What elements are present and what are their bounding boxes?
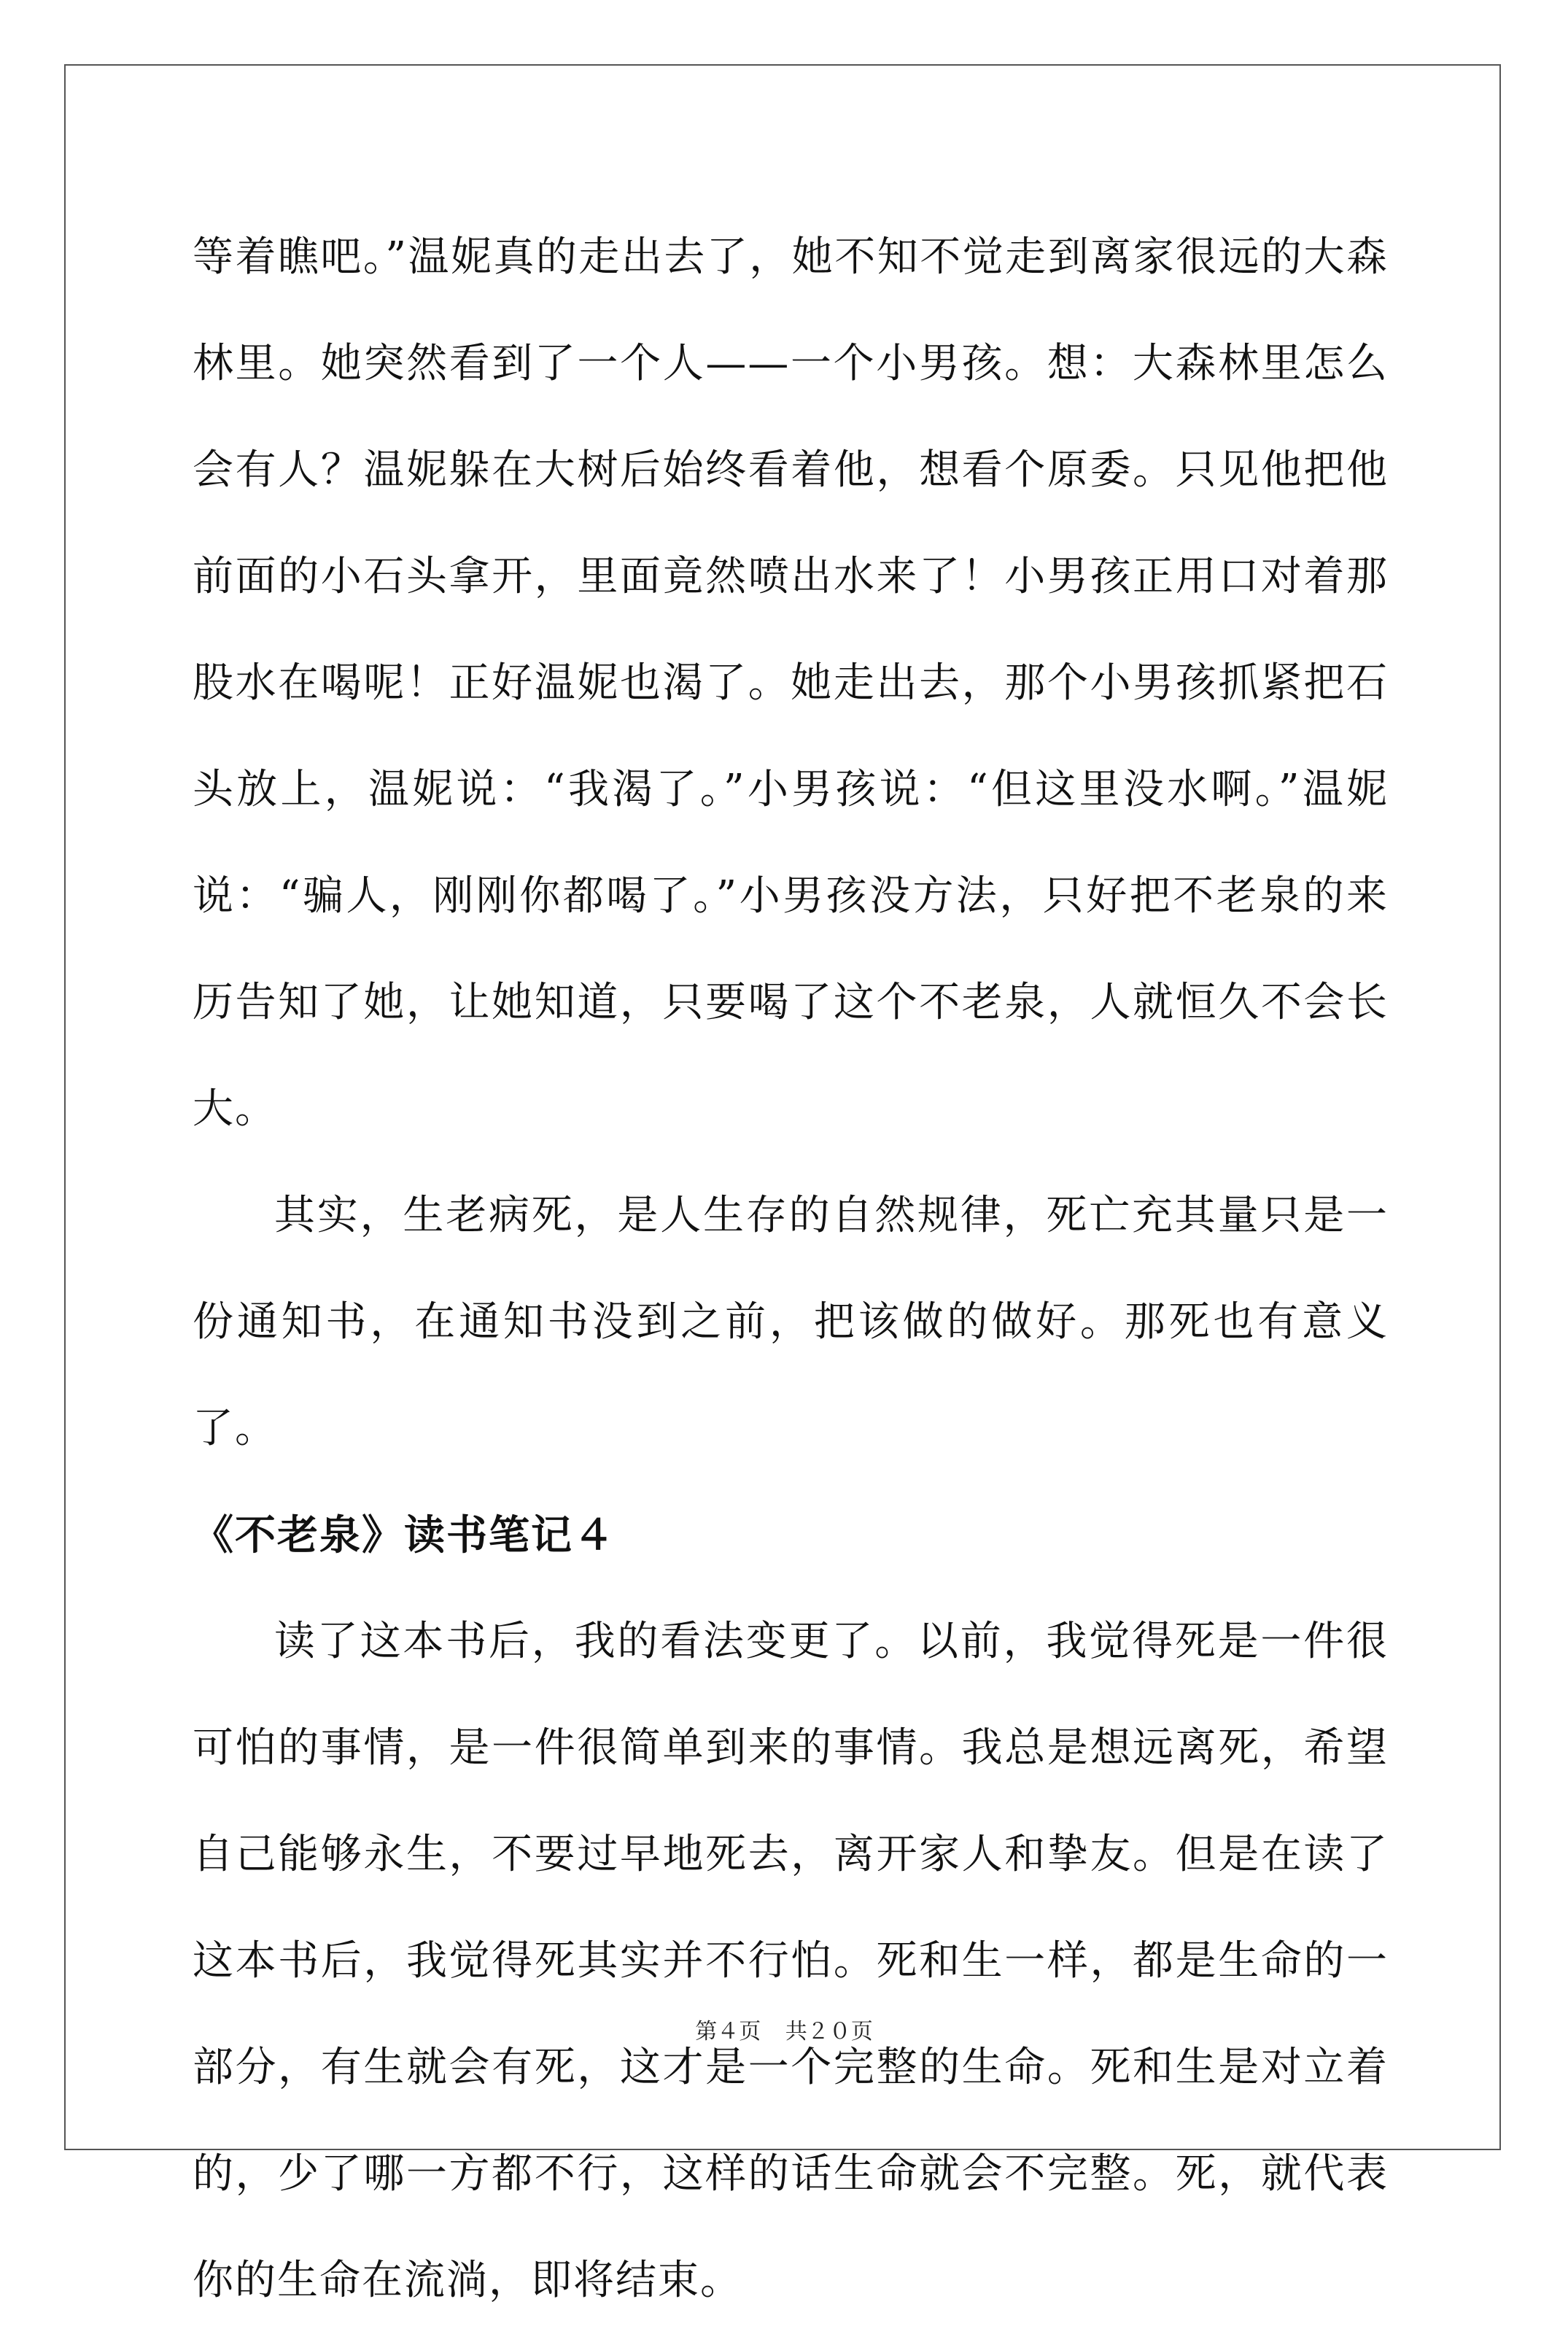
page-total: 共２０页 <box>785 2019 873 2044</box>
paragraph-2: 其实，生老病死，是人生存的自然规律，死亡充其量只是一份通知书，在通知书没到之前，把该做的做好。那死也有意义了。 <box>193 1192 1389 1452</box>
paragraph-1: 等着瞧吧。”温妮真的走出去了，她不知不觉走到离家很远的大森林里。她突然看到了一个人——一个小男孩。想：大森林里怎么会有人？温妮躲在大树后始终看着他，想看个原委。只见他把他前面的小石头拿开，里面竟然喷出水来了！小男孩正用口对着那股水在喝呢！正好温妮也渴了。她走出去，那个小男孩抓紧把石头放上，温妮说：“我渴了。”小男孩说：“但这里没水啊。”温妮说：“骗人，刚刚你都喝了。”小男孩没方法，只好把不老泉的来历告知了她，让她知道，只要喝了这个不老泉，人就恒久不会长大。 <box>193 233 1389 1133</box>
paragraph-3: 读了这本书后，我的看法变更了。以前，我觉得死是一件很可怕的事情，是一件很简单到来的事情。我总是想远离死，希望自己能够永生，不要过早地死去，离开家人和挚友。但是在读了这本书后，我觉得死其实并不行怕。死和生一样，都是生命的一部分，有生就会有死，这才是一个完整的生命。死和生是对立着的，少了哪一方都不行，这样的话生命就会不完整。死，就代表你的生命在流淌，即将结束。 <box>193 1618 1389 2304</box>
page-number: 第４页 <box>695 2019 761 2044</box>
section-heading: 《不老泉》读书笔记４ <box>193 1511 616 1559</box>
page-footer <box>0 2013 1568 2045</box>
